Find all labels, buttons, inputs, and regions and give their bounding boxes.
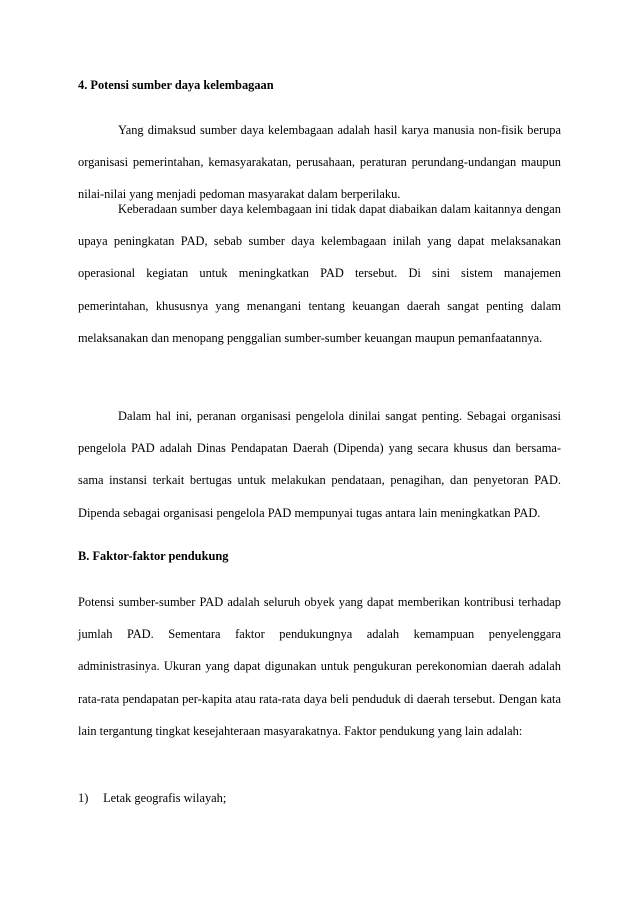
paragraph-peranan: Dalam hal ini, peranan organisasi pengelola dinilai sangat penting. Sebagai organisasi pengelola PAD adalah Dinas Pendapatan Daerah (Dipenda) yang secara khusus dan bersama-sama instansi terkait bertugas untuk melakukan pendataan, penagihan, dan penyetoran PAD. Dipenda sebagai organisasi pengelola PAD mempunyai tugas antara lain meningkatkan PAD. [78,409,561,520]
list-number: 1) [78,791,89,805]
section-heading-faktor: B. Faktor-faktor pendukung [78,549,229,563]
list-item [78,791,226,806]
paragraph-definisi: Yang dimaksud sumber daya kelembagaan adalah hasil karya manusia non-fisik berupa organisasi pemerintahan, kemasyarakatan, perusahaan, peraturan perundang-undangan maupun nilai-nilai yang menjadi pedoman masyarakat dalam berperilaku. [78,123,561,202]
paragraph-potensi-sumber: Potensi sumber-sumber PAD adalah seluruh obyek yang dapat memberikan kontribusi terhadap jumlah PAD. Sementara faktor pendukungnya adalah kemampuan penyelenggara administrasinya. Ukuran yang dapat digunakan untuk pengukuran perekonomian daerah adalah rata-rata pendapatan per-kapita atau rata-rata daya beli penduduk di daerah tersebut. Dengan kata lain tergantung tingkat kesejahteraan masyarakatnya. Faktor pendukung yang lain adalah: [78,595,561,738]
paragraph-keberadaan: Keberadaan sumber daya kelembagaan ini tidak dapat diabaikan dalam kaitannya dengan upaya peningkatan PAD, sebab sumber daya kelembagaan inilah yang dapat melaksanakan operasional kegiatan untuk meningkatkan PAD tersebut. Di sini sistem manajemen pemerintahan, khususnya yang menangani tentang keuangan daerah sangat penting dalam melaksanakan dan menopang penggalian sumber-sumber keuangan maupun pemanfaatannya. [78,202,561,345]
list-text: Letak geografis wilayah; [103,791,227,805]
section-heading-potensi: 4. Potensi sumber daya kelembagaan [78,78,274,92]
